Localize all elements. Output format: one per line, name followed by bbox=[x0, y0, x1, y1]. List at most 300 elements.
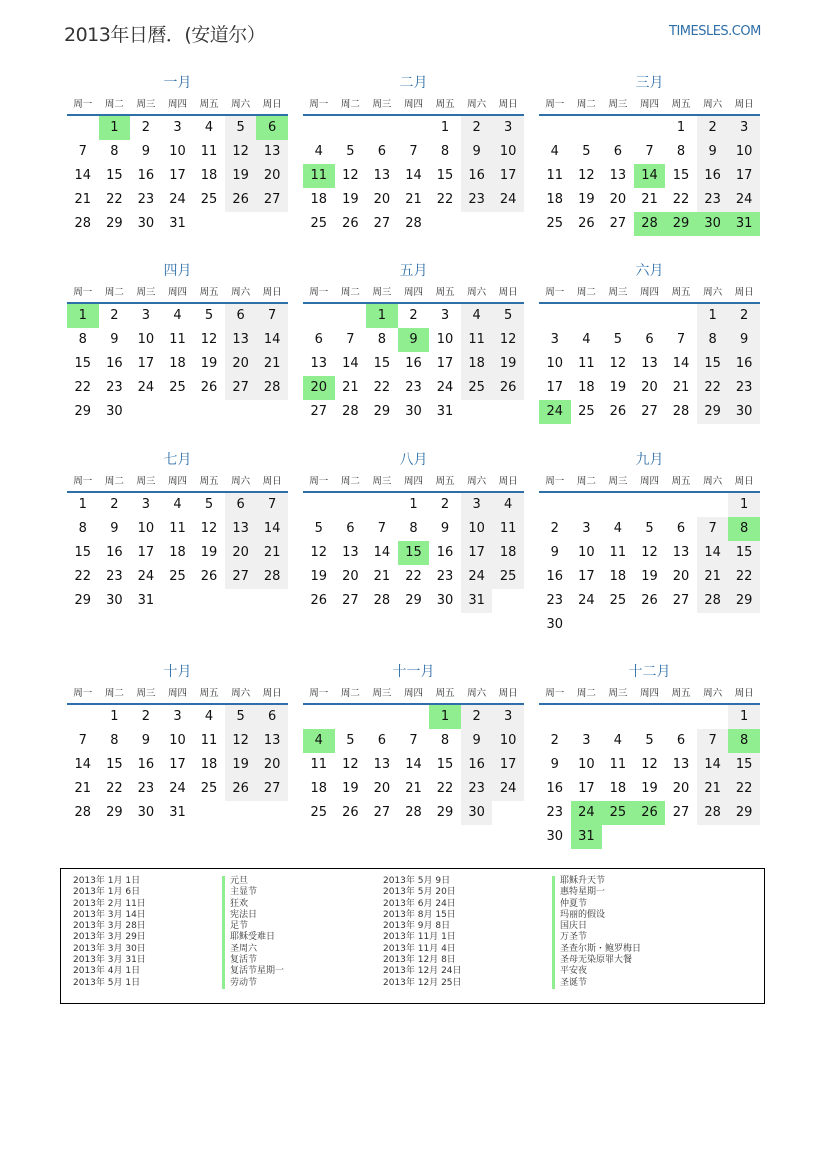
day-cell: 17 bbox=[169, 757, 186, 772]
day-cell: 20 bbox=[225, 352, 257, 376]
day-grid bbox=[303, 493, 524, 613]
empty-day-cell bbox=[398, 705, 430, 729]
day-cell: 13 bbox=[641, 356, 658, 371]
weekday-label: 周日 bbox=[262, 287, 282, 298]
day-cell: 5 bbox=[225, 116, 257, 140]
day-cell: 27 bbox=[342, 593, 359, 608]
weekday-label: 周二 bbox=[104, 99, 124, 110]
month-name: 七月 bbox=[163, 452, 192, 468]
day-cell: 2 bbox=[440, 497, 450, 512]
day-cell: 8 bbox=[440, 144, 450, 159]
empty-day-cell bbox=[634, 116, 666, 140]
legend-date: 2013年 1月 1日 bbox=[73, 876, 141, 886]
holiday-day-cell: 4 bbox=[303, 729, 335, 753]
day-cell: 30 bbox=[106, 404, 123, 419]
legend-date: 2013年 9月 8日 bbox=[383, 921, 451, 932]
day-cell: 30 bbox=[137, 805, 155, 820]
weekday-label: 周日 bbox=[734, 476, 754, 487]
weekday-label: 周三 bbox=[372, 99, 392, 110]
day-cell: 19 bbox=[342, 781, 359, 796]
weekday-label: 周二 bbox=[340, 287, 360, 298]
legend-date: 2013年 3月 30日 bbox=[73, 943, 146, 954]
weekday-label: 周四 bbox=[167, 99, 187, 110]
day-grid bbox=[67, 116, 288, 236]
empty-day-cell bbox=[665, 705, 697, 729]
legend-holiday-name: 狂欢 bbox=[222, 899, 284, 910]
day-cell: 15 bbox=[697, 352, 729, 376]
day-cell: 26 bbox=[225, 188, 257, 212]
day-cell: 6 bbox=[613, 144, 623, 159]
legend-date: 2013年 11月 4日 bbox=[383, 943, 456, 954]
day-cell: 28 bbox=[256, 376, 288, 400]
empty-day-cell bbox=[634, 705, 666, 729]
empty-day-cell bbox=[335, 116, 367, 140]
month-block bbox=[67, 261, 288, 424]
weekday-label: 周日 bbox=[262, 688, 282, 699]
empty-day-cell bbox=[366, 705, 398, 729]
day-cell: 4 bbox=[613, 733, 623, 748]
day-cell: 10 bbox=[169, 733, 186, 748]
day-cell: 29 bbox=[106, 805, 123, 820]
weekday-label: 周六 bbox=[231, 99, 251, 110]
weekday-label: 周一 bbox=[309, 99, 329, 110]
day-cell: 8 bbox=[78, 521, 87, 536]
day-cell: 6 bbox=[314, 332, 323, 347]
day-cell: 25 bbox=[200, 192, 218, 207]
day-cell: 17 bbox=[578, 781, 595, 796]
legend-date: 2013年 12月 8日 bbox=[383, 955, 456, 966]
day-cell: 22 bbox=[728, 777, 760, 801]
day-cell: 19 bbox=[492, 352, 524, 376]
day-cell: 26 bbox=[342, 216, 359, 231]
day-cell: 10 bbox=[578, 545, 595, 560]
day-cell: 3 bbox=[141, 497, 151, 512]
weekday-label: 周二 bbox=[340, 476, 360, 487]
day-cell: 23 bbox=[461, 777, 493, 801]
weekday-label: 周二 bbox=[104, 287, 124, 298]
day-cell: 11 bbox=[200, 733, 218, 748]
holiday-day-cell: 14 bbox=[634, 164, 666, 188]
legend-holiday-name: 宪法日 bbox=[222, 910, 284, 921]
day-cell: 7 bbox=[697, 729, 729, 753]
day-cell: 22 bbox=[436, 192, 454, 207]
day-cell: 20 bbox=[609, 192, 627, 207]
day-cell: 22 bbox=[373, 380, 391, 395]
weekday-label: 周三 bbox=[608, 476, 628, 487]
weekday-label: 周二 bbox=[576, 99, 596, 110]
day-cell: 25 bbox=[169, 569, 186, 584]
empty-day-cell bbox=[539, 304, 571, 328]
weekday-label: 周一 bbox=[545, 476, 565, 487]
holiday-day-cell: 8 bbox=[728, 729, 760, 753]
weekday-label: 周一 bbox=[309, 688, 329, 699]
day-cell: 13 bbox=[373, 168, 391, 183]
day-cell: 23 bbox=[697, 188, 729, 212]
day-cell: 28 bbox=[672, 404, 690, 419]
day-cell: 7 bbox=[377, 521, 387, 536]
day-cell: 24 bbox=[578, 593, 595, 608]
day-cell: 3 bbox=[461, 493, 493, 517]
day-cell: 13 bbox=[373, 757, 391, 772]
legend-dates-column-2 bbox=[383, 876, 462, 989]
legend-holiday-name: 复活节 bbox=[222, 955, 284, 966]
day-cell: 27 bbox=[256, 777, 288, 801]
day-cell: 18 bbox=[200, 168, 218, 183]
day-cell: 25 bbox=[609, 593, 627, 608]
weekday-header bbox=[539, 473, 760, 493]
weekday-label: 周三 bbox=[136, 287, 156, 298]
day-cell: 19 bbox=[225, 753, 257, 777]
legend-holiday-name: 足节 bbox=[222, 921, 284, 932]
day-cell: 11 bbox=[546, 168, 564, 183]
day-cell: 24 bbox=[436, 380, 454, 395]
weekday-label: 周日 bbox=[262, 99, 282, 110]
day-cell: 26 bbox=[342, 805, 359, 820]
weekday-label: 周六 bbox=[231, 287, 251, 298]
day-cell: 5 bbox=[492, 304, 524, 328]
weekday-label: 周三 bbox=[372, 287, 392, 298]
day-cell: 6 bbox=[225, 493, 257, 517]
day-cell: 26 bbox=[609, 404, 627, 419]
day-cell: 10 bbox=[728, 140, 760, 164]
weekday-label: 周三 bbox=[608, 99, 628, 110]
day-cell: 17 bbox=[137, 356, 155, 371]
weekday-label: 周日 bbox=[498, 476, 518, 487]
day-cell: 4 bbox=[204, 120, 214, 135]
day-cell: 8 bbox=[377, 332, 387, 347]
day-cell: 1 bbox=[728, 493, 760, 517]
weekday-label: 周四 bbox=[639, 688, 659, 699]
page-title: 2013年日曆．(安道尔） bbox=[64, 24, 266, 46]
weekday-label: 周一 bbox=[545, 99, 565, 110]
day-cell: 19 bbox=[200, 545, 218, 560]
day-cell: 18 bbox=[169, 545, 186, 560]
weekday-label: 周四 bbox=[639, 476, 659, 487]
day-cell: 2 bbox=[697, 116, 729, 140]
holiday-day-cell: 24 bbox=[539, 400, 571, 424]
day-cell: 25 bbox=[200, 781, 218, 796]
day-cell: 23 bbox=[546, 593, 564, 608]
day-cell: 21 bbox=[405, 192, 422, 207]
weekday-label: 周六 bbox=[467, 99, 487, 110]
day-cell: 23 bbox=[106, 380, 123, 395]
day-cell: 1 bbox=[78, 497, 87, 512]
month-block bbox=[539, 261, 760, 424]
day-cell: 10 bbox=[492, 140, 524, 164]
weekday-label: 周二 bbox=[576, 287, 596, 298]
day-cell: 17 bbox=[546, 380, 564, 395]
day-cell: 24 bbox=[169, 192, 186, 207]
weekday-label: 周五 bbox=[671, 287, 691, 298]
holiday-day-cell: 11 bbox=[303, 164, 335, 188]
holiday-day-cell: 1 bbox=[429, 705, 461, 729]
day-cell: 17 bbox=[728, 164, 760, 188]
legend-holiday-name: 平安夜 bbox=[552, 966, 641, 977]
day-cell: 15 bbox=[74, 356, 92, 371]
day-grid bbox=[539, 116, 760, 236]
day-cell: 2 bbox=[110, 308, 119, 323]
day-cell: 22 bbox=[697, 376, 729, 400]
day-cell: 11 bbox=[200, 144, 218, 159]
empty-day-cell bbox=[366, 116, 398, 140]
day-cell: 8 bbox=[676, 144, 686, 159]
holiday-day-cell: 1 bbox=[67, 304, 99, 328]
day-cell: 25 bbox=[310, 216, 328, 231]
day-cell: 12 bbox=[609, 356, 627, 371]
day-cell: 29 bbox=[697, 400, 729, 424]
holiday-day-cell: 15 bbox=[398, 541, 430, 565]
day-cell: 23 bbox=[137, 781, 155, 796]
legend-date: 2013年 6月 24日 bbox=[383, 898, 456, 909]
day-grid bbox=[539, 705, 760, 849]
day-cell: 22 bbox=[436, 781, 454, 796]
month-name: 一月 bbox=[163, 75, 192, 91]
weekday-header bbox=[67, 685, 288, 705]
day-cell: 19 bbox=[200, 356, 218, 371]
empty-day-cell bbox=[366, 493, 398, 517]
weekday-header bbox=[303, 473, 524, 493]
day-cell: 7 bbox=[697, 517, 729, 541]
weekday-label: 周三 bbox=[372, 688, 392, 699]
day-cell: 17 bbox=[492, 753, 524, 777]
day-cell: 21 bbox=[342, 380, 359, 395]
day-cell: 23 bbox=[405, 380, 422, 395]
weekday-label: 周三 bbox=[372, 476, 392, 487]
weekday-label: 周四 bbox=[403, 688, 423, 699]
day-cell: 9 bbox=[110, 521, 119, 536]
month-block bbox=[303, 662, 524, 825]
month-name: 十二月 bbox=[628, 664, 671, 680]
day-cell: 4 bbox=[314, 144, 323, 159]
day-cell: 25 bbox=[546, 216, 564, 231]
empty-day-cell bbox=[335, 304, 367, 328]
weekday-label: 周日 bbox=[498, 287, 518, 298]
day-cell: 11 bbox=[609, 757, 627, 772]
day-cell: 30 bbox=[106, 593, 123, 608]
day-cell: 20 bbox=[641, 380, 658, 395]
weekday-label: 周一 bbox=[545, 688, 565, 699]
day-cell: 26 bbox=[641, 593, 658, 608]
weekday-label: 周五 bbox=[435, 99, 455, 110]
day-cell: 1 bbox=[409, 497, 418, 512]
day-cell: 27 bbox=[373, 216, 391, 231]
weekday-label: 周六 bbox=[231, 476, 251, 487]
weekday-label: 周五 bbox=[671, 476, 691, 487]
weekday-label: 周二 bbox=[104, 476, 124, 487]
day-cell: 29 bbox=[728, 801, 760, 825]
weekday-label: 周日 bbox=[734, 287, 754, 298]
weekday-label: 周六 bbox=[231, 688, 251, 699]
weekday-label: 周四 bbox=[167, 287, 187, 298]
legend-date: 2013年 5月 9日 bbox=[383, 876, 451, 886]
day-cell: 30 bbox=[436, 593, 454, 608]
day-cell: 3 bbox=[492, 116, 524, 140]
empty-day-cell bbox=[697, 705, 729, 729]
weekday-label: 周五 bbox=[435, 287, 455, 298]
weekday-header bbox=[539, 284, 760, 304]
day-cell: 7 bbox=[676, 332, 686, 347]
weekday-label: 周二 bbox=[340, 99, 360, 110]
day-cell: 28 bbox=[256, 565, 288, 589]
day-cell: 4 bbox=[550, 144, 559, 159]
day-cell: 31 bbox=[169, 216, 186, 231]
day-cell: 18 bbox=[609, 569, 627, 584]
day-cell: 13 bbox=[225, 517, 257, 541]
day-cell: 16 bbox=[405, 356, 422, 371]
day-cell: 23 bbox=[461, 188, 493, 212]
holiday-day-cell: 30 bbox=[697, 212, 729, 236]
weekday-label: 周日 bbox=[498, 99, 518, 110]
day-cell: 1 bbox=[440, 120, 450, 135]
legend-holiday-name: 惠特星期一 bbox=[552, 887, 641, 898]
weekday-label: 周一 bbox=[309, 476, 329, 487]
day-cell: 12 bbox=[310, 545, 328, 560]
day-cell: 29 bbox=[405, 593, 422, 608]
day-cell: 18 bbox=[578, 380, 595, 395]
month-name: 十月 bbox=[163, 664, 192, 680]
day-cell: 16 bbox=[546, 569, 564, 584]
day-cell: 22 bbox=[106, 192, 123, 207]
day-cell: 6 bbox=[225, 304, 257, 328]
legend-date: 2013年 4月 1日 bbox=[73, 966, 141, 977]
day-grid bbox=[303, 116, 524, 236]
day-cell: 14 bbox=[405, 757, 422, 772]
day-cell: 28 bbox=[697, 801, 729, 825]
empty-day-cell bbox=[634, 493, 666, 517]
weekday-label: 周四 bbox=[403, 476, 423, 487]
weekday-label: 周五 bbox=[199, 99, 219, 110]
legend-holiday-name: 耶稣升天节 bbox=[552, 876, 641, 887]
day-cell: 9 bbox=[110, 332, 119, 347]
legend-holiday-name: 国庆日 bbox=[552, 921, 641, 932]
day-cell: 1 bbox=[110, 709, 119, 724]
empty-day-cell bbox=[602, 116, 634, 140]
holiday-legend bbox=[60, 868, 765, 1004]
day-cell: 5 bbox=[582, 144, 591, 159]
day-cell: 14 bbox=[405, 168, 422, 183]
day-cell: 22 bbox=[74, 380, 92, 395]
weekday-label: 周一 bbox=[73, 99, 93, 110]
weekday-header bbox=[303, 685, 524, 705]
brand-logo[interactable]: TIMESLES.COM bbox=[669, 24, 761, 39]
legend-holiday-name: 劳动节 bbox=[222, 978, 284, 989]
weekday-label: 周二 bbox=[576, 476, 596, 487]
day-cell: 14 bbox=[256, 328, 288, 352]
day-cell: 16 bbox=[106, 356, 123, 371]
empty-day-cell bbox=[571, 493, 603, 517]
day-cell: 17 bbox=[578, 569, 595, 584]
day-cell: 28 bbox=[405, 216, 422, 231]
empty-day-cell bbox=[67, 116, 99, 140]
day-grid bbox=[303, 304, 524, 424]
day-cell: 6 bbox=[645, 332, 654, 347]
weekday-label: 周五 bbox=[435, 476, 455, 487]
day-cell: 2 bbox=[141, 120, 151, 135]
day-cell: 14 bbox=[373, 545, 391, 560]
empty-day-cell bbox=[602, 304, 634, 328]
day-cell: 30 bbox=[461, 801, 493, 825]
day-cell: 14 bbox=[74, 757, 92, 772]
day-cell: 21 bbox=[74, 781, 92, 796]
empty-day-cell bbox=[303, 116, 335, 140]
day-cell: 5 bbox=[346, 733, 355, 748]
legend-date: 2013年 8月 15日 bbox=[383, 909, 456, 920]
day-cell: 24 bbox=[137, 380, 155, 395]
day-cell: 21 bbox=[256, 352, 288, 376]
empty-day-cell bbox=[303, 304, 335, 328]
holiday-day-cell: 28 bbox=[634, 212, 666, 236]
day-cell: 16 bbox=[546, 781, 564, 796]
day-cell: 24 bbox=[728, 188, 760, 212]
weekday-label: 周四 bbox=[639, 287, 659, 298]
day-cell: 6 bbox=[377, 144, 387, 159]
day-cell: 11 bbox=[310, 757, 328, 772]
day-cell: 15 bbox=[436, 757, 454, 772]
day-cell: 10 bbox=[436, 332, 454, 347]
day-cell: 16 bbox=[461, 164, 493, 188]
day-cell: 17 bbox=[461, 541, 493, 565]
day-cell: 17 bbox=[169, 168, 186, 183]
day-cell: 3 bbox=[173, 120, 182, 135]
day-cell: 25 bbox=[492, 565, 524, 589]
legend-date: 2013年 11月 1日 bbox=[383, 932, 456, 943]
day-cell: 5 bbox=[346, 144, 355, 159]
day-cell: 29 bbox=[74, 593, 92, 608]
day-cell: 12 bbox=[225, 729, 257, 753]
weekday-label: 周六 bbox=[703, 99, 723, 110]
day-cell: 30 bbox=[728, 400, 760, 424]
day-cell: 24 bbox=[137, 569, 155, 584]
weekday-label: 周日 bbox=[734, 99, 754, 110]
day-cell: 20 bbox=[342, 569, 359, 584]
day-cell: 15 bbox=[436, 168, 454, 183]
day-cell: 11 bbox=[169, 521, 186, 536]
legend-date: 2013年 3月 29日 bbox=[73, 932, 146, 943]
legend-holiday-name: 玛丽的假设 bbox=[552, 910, 641, 921]
day-cell: 6 bbox=[346, 521, 355, 536]
day-cell: 18 bbox=[200, 757, 218, 772]
day-cell: 2 bbox=[110, 497, 119, 512]
legend-holiday-name: 仲夏节 bbox=[552, 899, 641, 910]
day-cell: 7 bbox=[256, 304, 288, 328]
legend-holiday-name: 耶稣受难日 bbox=[222, 932, 284, 943]
day-cell: 19 bbox=[310, 569, 328, 584]
holiday-day-cell: 6 bbox=[256, 116, 288, 140]
day-cell: 13 bbox=[672, 757, 690, 772]
day-cell: 28 bbox=[74, 216, 92, 231]
day-cell: 21 bbox=[74, 192, 92, 207]
weekday-label: 周六 bbox=[467, 287, 487, 298]
day-cell: 25 bbox=[461, 376, 493, 400]
day-cell: 12 bbox=[578, 168, 595, 183]
day-cell: 27 bbox=[672, 805, 690, 820]
day-cell: 4 bbox=[173, 308, 182, 323]
day-cell: 20 bbox=[373, 192, 391, 207]
day-cell: 18 bbox=[310, 192, 328, 207]
day-grid bbox=[67, 493, 288, 613]
day-cell: 26 bbox=[200, 380, 218, 395]
day-cell: 21 bbox=[697, 565, 729, 589]
month-name: 二月 bbox=[399, 75, 428, 91]
day-cell: 9 bbox=[728, 328, 760, 352]
day-cell: 2 bbox=[409, 308, 418, 323]
day-cell: 16 bbox=[461, 753, 493, 777]
day-cell: 5 bbox=[225, 705, 257, 729]
holiday-day-cell: 8 bbox=[728, 517, 760, 541]
weekday-label: 周二 bbox=[340, 688, 360, 699]
day-cell: 14 bbox=[697, 753, 729, 777]
day-cell: 15 bbox=[728, 541, 760, 565]
